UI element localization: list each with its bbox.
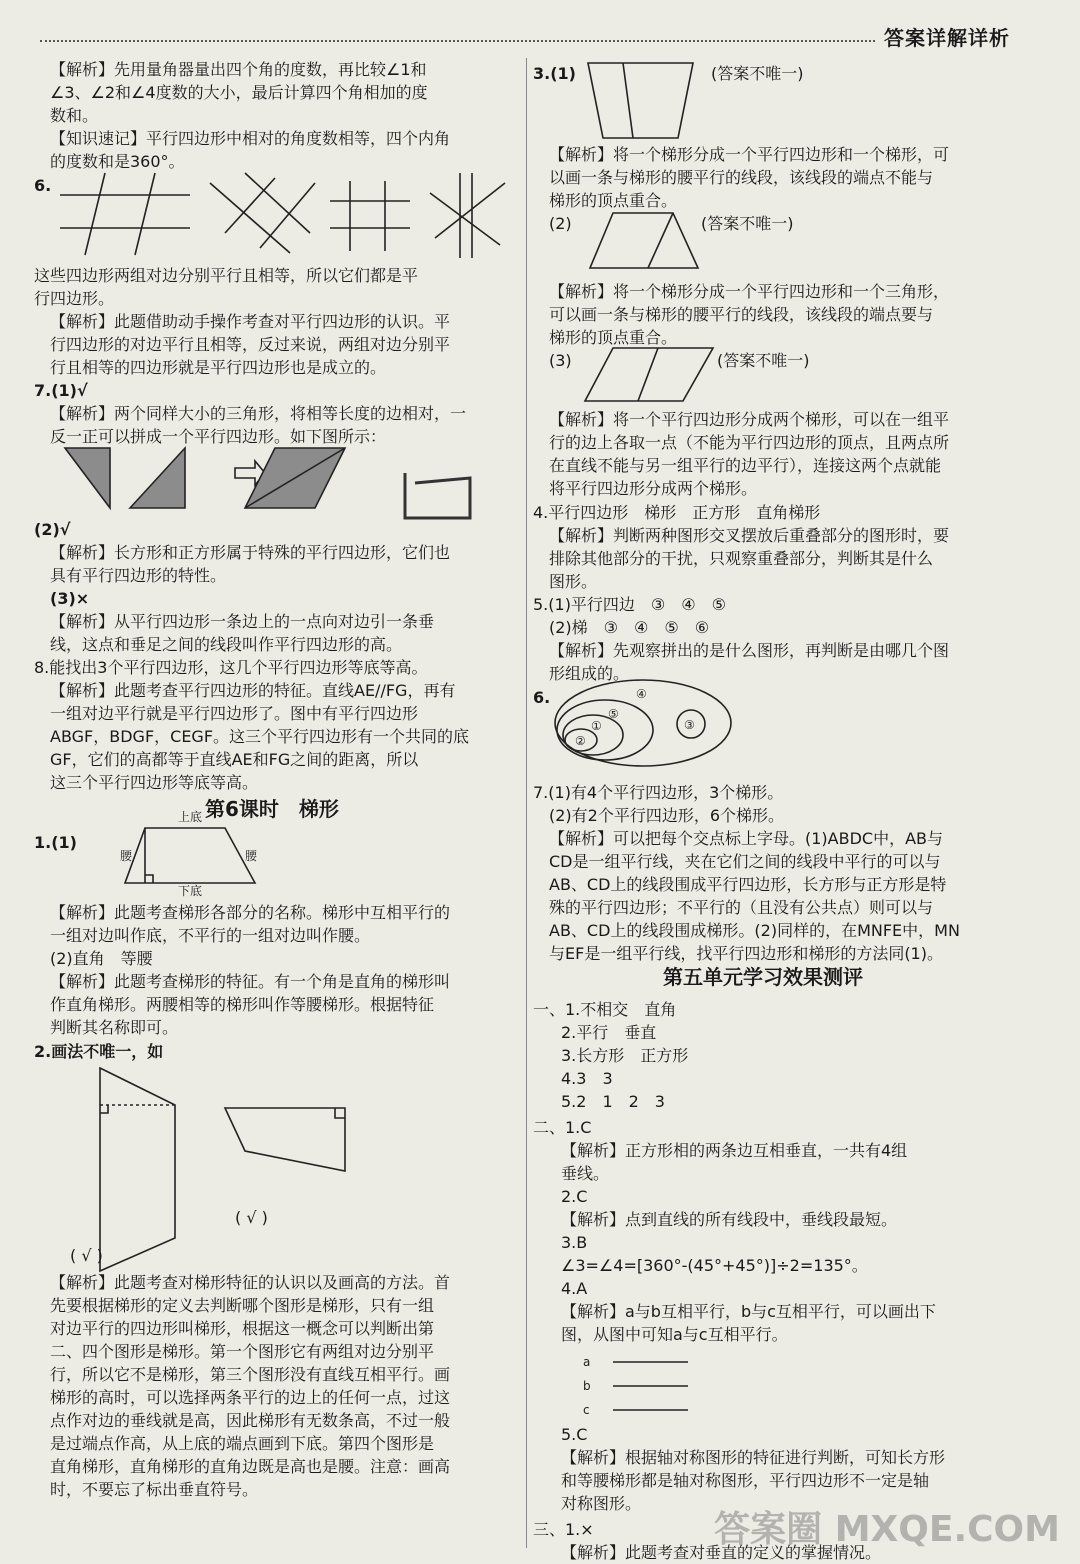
text-line: 线，这点和垂足之间的线段叫作平行四边形的高。 bbox=[50, 635, 403, 654]
text-line: 二、四个图形是梯形。第一个图形它有两组对边分别平 bbox=[50, 1342, 435, 1361]
text-line: 和等腰梯形都是轴对称图形，平行四边形不一定是轴 bbox=[561, 1471, 930, 1490]
split-line bbox=[638, 348, 658, 401]
text-line: 可以画一条与梯形的腰平行的线段，该线段的端点要与 bbox=[549, 305, 934, 324]
text-line: 判断其名称即可。 bbox=[50, 1018, 179, 1037]
text-line: 梯形的顶点重合。 bbox=[549, 191, 678, 210]
shaded-triangle bbox=[65, 448, 110, 508]
handwriting-mark bbox=[405, 473, 470, 518]
text-line: 8.能找出3个平行四边形，这几个平行四边形等底等高。 bbox=[34, 658, 428, 677]
trapezoid-height-figures bbox=[90, 1063, 370, 1273]
note-text: (答案不唯一) bbox=[701, 214, 794, 233]
trapezoid-shape bbox=[100, 1068, 175, 1271]
question-number: 1.(1) bbox=[34, 833, 77, 852]
split-line bbox=[648, 213, 673, 268]
text-line: 【解析】判断两种图形交叉摆放后重叠部分的图形时，要 bbox=[549, 526, 950, 545]
figure-line bbox=[430, 193, 500, 245]
text-line: 行，所以它不是梯形，第三个图形没有直线互相平行。画 bbox=[50, 1365, 451, 1384]
text-line: 7.(1)有4个平行四边形，3个梯形。 bbox=[533, 783, 784, 802]
venn-label: ④ bbox=[636, 687, 647, 701]
column-divider bbox=[526, 58, 527, 1548]
right-angle-mark bbox=[100, 1105, 108, 1113]
text-line: CD是一组平行线，夹在它们之间的线段中平行的可以与 bbox=[549, 852, 941, 871]
note-text: (答案不唯一) bbox=[717, 351, 810, 370]
text-line: 【解析】点到直线的所有线段中，垂线段最短。 bbox=[561, 1210, 898, 1229]
parallelogram-shape bbox=[585, 348, 713, 401]
text-line: 【解析】先观察拼出的是什么图形，再判断是由哪几个图 bbox=[549, 641, 950, 660]
right-angle-mark bbox=[335, 1108, 345, 1118]
answer-mark: ( √ ) bbox=[235, 1208, 268, 1227]
text-line: 图形。 bbox=[549, 572, 598, 591]
label-leg-left: 腰 bbox=[120, 849, 133, 863]
text-line: 这三个平行四边形等底等高。 bbox=[50, 773, 259, 792]
text-line: 行四边形。 bbox=[34, 289, 115, 308]
text-line: 先要根据梯形的定义去判断哪个图形是梯形，只有一组 bbox=[50, 1296, 435, 1315]
text-line: 【解析】根据轴对称图形的特征进行判断，可知长方形 bbox=[561, 1448, 946, 1467]
trapezoid-shape bbox=[588, 63, 693, 138]
label-top-base: 上底 bbox=[178, 810, 203, 824]
text-line: 三、1.× bbox=[533, 1520, 594, 1539]
figure-line bbox=[135, 173, 155, 255]
text-line: 梯形的高时，可以选择两条平行的边上的任何一点，过这 bbox=[50, 1388, 451, 1407]
question-number: 3.(1) bbox=[533, 64, 576, 83]
text-line: 【解析】此题考查对梯形特征的认识以及画高的方法。首 bbox=[50, 1273, 451, 1292]
text-line: 行四边形的对边平行且相等，反过来说，两组对边分别平 bbox=[50, 335, 451, 354]
question-number: (2)√ bbox=[34, 520, 71, 539]
header-dotted-rule bbox=[40, 40, 875, 42]
text-line: 【解析】将一个平行四边形分成两个梯形，可以在一组平 bbox=[549, 410, 950, 429]
parallel-lines-figure bbox=[583, 1348, 703, 1428]
text-line: 【解析】此题考查对垂直的定义的掌握情况。 bbox=[561, 1543, 882, 1562]
parallelogram-figures bbox=[60, 173, 510, 263]
text-line: 3.B bbox=[561, 1233, 588, 1252]
venn-label: ⑤ bbox=[608, 707, 619, 721]
text-line: 【解析】此题考查梯形的特征。有一个角是直角的梯形叫 bbox=[50, 972, 451, 991]
venn-label: ① bbox=[591, 719, 602, 733]
text-line: 图，从图中可知a与c互相平行。 bbox=[561, 1325, 788, 1344]
text-line: 行且相等的四边形就是平行四边形也是成立的。 bbox=[50, 358, 387, 377]
text-line: ABGF，BDGF，CEGF。这三个平行四边形有一个共同的底 bbox=[50, 727, 470, 746]
text-line: 具有平行四边形的特性。 bbox=[50, 566, 227, 585]
text-line: ∠3=∠4=[360°-(45°+45°)]÷2=135°。 bbox=[561, 1256, 868, 1275]
text-line: 4.A bbox=[561, 1279, 588, 1298]
trapezoid-shape bbox=[590, 213, 698, 268]
text-line: 【知识速记】平行四边形中相对的角度数相等，四个内角 bbox=[50, 129, 451, 148]
text-line: 5.C bbox=[561, 1425, 588, 1444]
trapezoid-split-figure-2 bbox=[588, 208, 708, 273]
question-number: 6. bbox=[533, 688, 551, 707]
text-line: 数和。 bbox=[50, 106, 99, 125]
text-line: 的度数和是360°。 bbox=[50, 152, 185, 171]
trapezoid-split-figure-1 bbox=[578, 58, 708, 143]
text-line: 【解析】先用量角器量出四个角的度数，再比较∠1和 bbox=[50, 60, 427, 79]
text-line: AB、CD上的线段围成梯形。(2)同样的，在MNFE中，MN bbox=[549, 921, 960, 940]
text-line: 与EF是一组平行线，找平行四边形和梯形的方法同(1)。 bbox=[549, 944, 943, 963]
text-line: 一组对边平行就是平行四边形了。图中有平行四边形 bbox=[50, 704, 419, 723]
text-line: 梯形的顶点重合。 bbox=[549, 328, 678, 347]
text-line: 在直线不能与另一组平行的边平行），连接这两个点就能 bbox=[549, 456, 942, 475]
text-line: 5.2 1 2 3 bbox=[561, 1092, 665, 1111]
page-header bbox=[40, 20, 1010, 50]
text-line: 是过端点作高，从上底的端点画到下底。第四个图形是 bbox=[50, 1434, 435, 1453]
shaded-triangle bbox=[130, 448, 185, 508]
figure-line bbox=[210, 183, 290, 253]
text-line: 时，不要忘了标出垂直符号。 bbox=[50, 1480, 259, 1499]
right-trapezoid-shape bbox=[225, 1108, 345, 1171]
text-line: (2)直角 等腰 bbox=[50, 949, 153, 968]
header-title: 答案详解详析 bbox=[884, 26, 1010, 50]
line-label: b bbox=[583, 1379, 591, 1393]
text-line: (2)有2个平行四边形，6个梯形。 bbox=[549, 806, 785, 825]
text-line: 垂线。 bbox=[561, 1164, 610, 1183]
triangle-combine-figure bbox=[60, 443, 520, 523]
text-line: 2.C bbox=[561, 1187, 588, 1206]
question-number: 2.画法不唯一，如 bbox=[34, 1042, 164, 1061]
text-line: 作直角梯形。两腰相等的梯形叫作等腰梯形。根据特征 bbox=[50, 995, 435, 1014]
text-line: 【解析】a与b互相平行，b与c互相平行，可以画出下 bbox=[561, 1302, 936, 1321]
text-line: 行的边上各取一点（不能为平行四边形的顶点，且两点所 bbox=[549, 433, 950, 452]
text-line: 【解析】可以把每个交点标上字母。(1)ABDC中，AB与 bbox=[549, 829, 944, 848]
right-angle-mark bbox=[145, 875, 153, 883]
figure-line bbox=[85, 173, 105, 255]
text-line: 3.长方形 正方形 bbox=[561, 1046, 689, 1065]
question-number: (3)× bbox=[50, 589, 90, 608]
text-line: 点作对边的垂线就是高，因此梯形有无数条高，不过一般 bbox=[50, 1411, 451, 1430]
split-line bbox=[623, 63, 633, 138]
text-line: 对边平行的四边形叫梯形，根据这一概念可以判断出第 bbox=[50, 1319, 435, 1338]
text-line: 【解析】此题考查梯形各部分的名称。梯形中互相平行的 bbox=[50, 903, 451, 922]
parallelogram-split-figure bbox=[583, 343, 723, 405]
line-label: a bbox=[583, 1355, 591, 1369]
text-line: (2) bbox=[549, 214, 572, 233]
text-line: 5.(1)平行四边 ③ ④ ⑤ bbox=[533, 595, 726, 614]
figure-line bbox=[435, 183, 505, 238]
text-line: 【解析】长方形和正方形属于特殊的平行四边形，它们也 bbox=[50, 543, 451, 562]
text-line: 4.3 3 bbox=[561, 1069, 613, 1088]
venn-label: ② bbox=[575, 734, 586, 748]
watermark-logo: 答案圈 MXQE.COM bbox=[714, 1509, 1060, 1550]
note-text: (答案不唯一) bbox=[711, 64, 804, 83]
text-line: 【解析】此题借助动手操作考查对平行四边形的认识。平 bbox=[50, 312, 451, 331]
text-line: 以画一条与梯形的腰平行的线段，该线段的端点不能与 bbox=[549, 168, 934, 187]
text-line: 【解析】从平行四边形一条边上的一点向对边引一条垂 bbox=[50, 612, 435, 631]
venn-diagram bbox=[553, 678, 733, 768]
text-line: 二、1.C bbox=[533, 1118, 592, 1137]
text-line: ∠3、∠2和∠4度数的大小，最后计算四个角相加的度 bbox=[50, 83, 428, 102]
text-line: 【解析】正方形相的两条边互相垂直，一共有4组 bbox=[561, 1141, 908, 1160]
text-line: GF，它们的高都等于直线AE和FG之间的距离，所以 bbox=[50, 750, 419, 769]
text-line: 【解析】将一个梯形分成一个平行四边形和一个三角形， bbox=[549, 282, 950, 301]
figure-line bbox=[225, 178, 275, 233]
section-title: 第五单元学习效果测评 bbox=[663, 965, 863, 989]
label-bottom-base: 下底 bbox=[178, 884, 203, 898]
inner-ellipse bbox=[557, 700, 653, 760]
text-line: 【解析】将一个梯形分成一个平行四边形和一个梯形，可 bbox=[549, 145, 950, 164]
text-line: 【解析】此题考查平行四边形的特征。直线AE//FG，再有 bbox=[50, 681, 456, 700]
text-line: 直角梯形，直角梯形的直角边既是高也是腰。注意：画高 bbox=[50, 1457, 451, 1476]
question-number: 6. bbox=[34, 176, 52, 195]
text-line: 对称图形。 bbox=[561, 1494, 642, 1513]
figure-line bbox=[245, 173, 310, 233]
text-line: 排除其他部分的干扰，只观察重叠部分，判断其是什么 bbox=[549, 549, 934, 568]
answer-mark: ( √ ) bbox=[70, 1246, 103, 1265]
trapezoid-parts-figure bbox=[100, 810, 270, 898]
text-line: 这些四边形两组对边分别平行且相等，所以它们都是平 bbox=[34, 266, 419, 285]
question-number: 7.(1)√ bbox=[34, 381, 88, 400]
figure-line bbox=[260, 183, 315, 248]
text-line: (2)梯 ③ ④ ⑤ ⑥ bbox=[549, 618, 710, 637]
text-line: AB、CD上的线段围成平行四边形，长方形与正方形是特 bbox=[549, 875, 947, 894]
text-line: 【解析】两个同样大小的三角形，将相等长度的边相对，一 bbox=[50, 404, 467, 423]
text-line: 反一正可以拼成一个平行四边形。如下图所示： bbox=[50, 427, 387, 446]
section-title: 第6课时 梯形 bbox=[205, 797, 339, 821]
text-line: 一、1.不相交 直角 bbox=[533, 1000, 677, 1019]
label-leg-right: 腰 bbox=[245, 849, 258, 863]
text-line: 形组成的。 bbox=[549, 664, 630, 683]
text-line: (3) bbox=[549, 351, 572, 370]
text-line: 2.平行 垂直 bbox=[561, 1023, 657, 1042]
line-label: c bbox=[583, 1403, 590, 1417]
text-line: 殊的平行四边形；不平行的（且没有公共点）则可以与 bbox=[549, 898, 934, 917]
text-line: 将平行四边形分成两个梯形。 bbox=[549, 479, 758, 498]
text-line: 4.平行四边形 梯形 正方形 直角梯形 bbox=[533, 503, 821, 522]
text-line: 一组对边叫作底，不平行的一组对边叫作腰。 bbox=[50, 926, 371, 945]
venn-label: ③ bbox=[684, 718, 695, 732]
